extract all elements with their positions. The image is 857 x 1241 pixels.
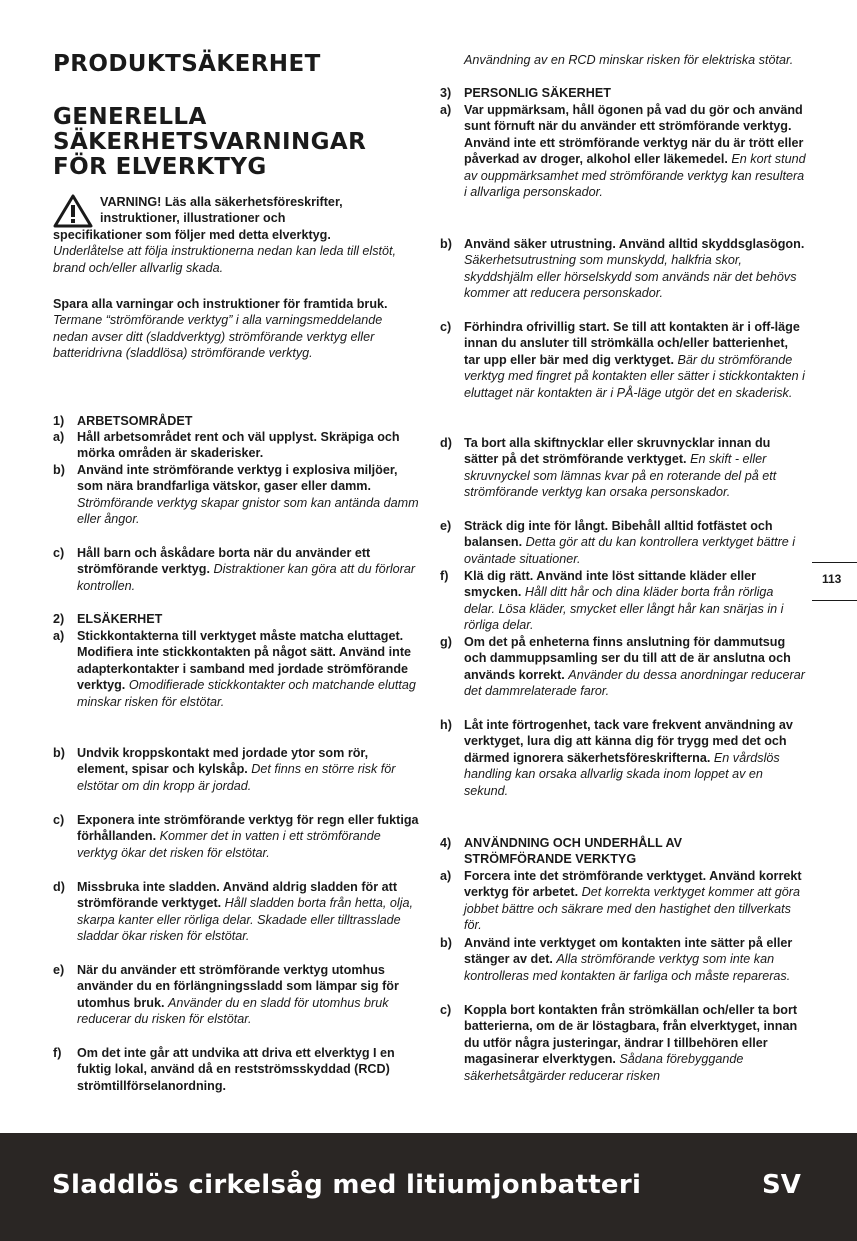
item-bold: Klä dig rätt. Använd inte löst sittande kläder eller smycken.	[464, 569, 757, 600]
list-item	[440, 518, 806, 567]
subtitle-line-2: SÄKERHETSVARNINGAR	[53, 129, 367, 155]
subtitle-line-3: FÖR ELVERKTYG	[53, 154, 267, 180]
item-bold: När du använder ett strömförande verktyg utomhus använder du en förlängningssladd som lämpar sig för utomhus bruk.	[77, 963, 399, 1010]
item-italic: Sådana förebyggande säkerhetsåtgärder reducerar risken	[464, 1052, 744, 1083]
item-bold: Undvik kroppskontakt med jordade ytor som rör, element, spisar och kylskåp.	[77, 746, 369, 777]
save-bold: Spara alla varningar och instruktioner för framtida bruk.	[53, 297, 388, 311]
item-bold: Förhindra ofrivillig start. Se till att kontakten är i off-läge innan du ansluter till strömkälla och/eller batterienhet, tar upp eller bär med dig verktyget.	[464, 320, 800, 367]
list-item	[53, 812, 419, 861]
warning-line-2: instruktioner, illustrationer och	[100, 211, 286, 226]
item-letter: b)	[440, 936, 452, 950]
subtitle-line-1: GENERELLA	[53, 104, 207, 130]
list-item	[440, 868, 806, 934]
item-letter: e)	[440, 519, 452, 533]
save-italic: Termane “strömförande verktyg” i alla varningsmeddelande nedan avser ditt (sladdverktyg) strömförande verktyg eller batteridrivna (sladdlösa) strömförande verktyg.	[53, 313, 383, 361]
section-label: ARBETSOMRÅDET	[77, 414, 193, 428]
item-italic: Distraktioner kan göra att du förlorar kontrollen.	[77, 562, 416, 593]
section-number: 1)	[53, 414, 65, 428]
item-bold: Exponera inte strömförande verktyg för regn eller fuktiga förhållanden.	[77, 813, 419, 844]
section-title	[53, 105, 419, 180]
list-item	[440, 102, 806, 200]
list-item	[440, 717, 806, 799]
item-letter: c)	[440, 1003, 452, 1017]
item-italic: Det finns en större risk för elstötar om din kropp är jordad.	[77, 762, 396, 793]
item-letter: h)	[440, 718, 452, 732]
section-heading-2	[53, 611, 419, 627]
item-letter: b)	[53, 463, 65, 477]
warning-triangle-icon	[53, 194, 93, 228]
item-letter: d)	[53, 880, 65, 894]
item-bold: Stickkontakterna till verktyget måste matcha eluttaget. Modifiera inte stickkontakten på något sätt. Använd inte adapterkontakter i samband med jordade strömförande verktyg.	[77, 629, 412, 693]
item-bold: Om det på enheterna finns anslutning för dammutsug och dammuppsamling ser du till att de är anslutna och används korrekt.	[464, 635, 791, 682]
item-bold: Använd inte verktyget om kontakten inte sätter på eller stänger av det.	[464, 936, 793, 967]
item-bold: Använd inte strömförande verktyg i explosiva miljöer, som nära brandfarliga vätskor, gaser eller damm.	[77, 463, 398, 494]
item-bold: Låt inte förtrogenhet, tack vare frekvent användning av verktyget, lura dig att känna dig för trygg med det och därmed ignorera säkerhetsföreskrifterna.	[464, 718, 793, 765]
list-item	[53, 628, 419, 710]
item-italic: Säkerhetsutrustning som munskydd, halkfria skor, skyddshjälm eller hörselskydd som används när det behövs kommer att reducera personskador.	[464, 253, 797, 301]
item-italic: Använder du dessa anordningar reducerar det dammrelaterade faror.	[464, 667, 805, 699]
item-bold: Använd säker utrustning. Använd alltid skyddsglasögon.	[464, 237, 805, 251]
section-label: PERSONLIG SÄKERHET	[464, 86, 611, 100]
warning-line-1: VARNING! Läs alla säkerhetsföreskrifter,	[100, 195, 343, 209]
warning-text	[53, 194, 419, 276]
section-heading-1	[53, 413, 419, 429]
list-item	[440, 319, 806, 401]
save-instructions	[53, 296, 419, 362]
item-italic: Bär du strömförande verktyg med fingret på kontakten eller sätter i stickkontakten i eluttaget när kontakten är i PÅ-läge utgör det en skaderisk.	[464, 352, 805, 400]
list-item	[53, 1045, 419, 1094]
item-italic: Användning av en RCD minskar risken för elektriska stötar.	[464, 53, 794, 67]
list-item	[53, 745, 419, 794]
item-bold: Missbruka inte sladden. Använd aldrig sladden för att strömförande verktyget.	[77, 880, 398, 911]
list-item	[440, 568, 806, 634]
item-bold: Var uppmärksam, håll ögonen på vad du gör och använd sunt förnuft när du använder ett strömförande verktyg. Använd inte ett strömförande verktyg när du är trött eller påverkad av droger, alkohol eller läkemedel.	[464, 103, 804, 167]
list-item	[53, 545, 419, 594]
list-item	[440, 435, 806, 501]
section-heading-3	[440, 85, 806, 101]
item-letter: d)	[440, 436, 452, 450]
item-italic: Strömförande verktyg skapar gnistor som kan antända damm eller ångor.	[77, 495, 419, 527]
item-italic: Omodifierade stickkontakter och matchande eluttag minskar risken för elstötar.	[77, 678, 416, 709]
list-item	[440, 935, 806, 984]
section-label: ANVÄNDNING OCH UNDERHÅLL AV STRÖMFÖRANDE VERKTYG	[464, 836, 683, 867]
item-italic: En kort stund av ouppmärksamhet med strömförande verktyg kan resultera i allvarliga personskador.	[464, 152, 806, 200]
title-produktsakerhet: PRODUKTSÄKERHET	[53, 51, 321, 77]
list-item-continued	[440, 52, 806, 68]
item-bold: Om det inte går att undvika att driva ett elverktyg I en fuktig lokal, använd då en restströmsskyddad (RCD) strömtillförselanordning.	[77, 1046, 395, 1093]
warning-italic: Underlåtelse att följa instruktionerna nedan kan leda till elstöt, brand och/eller allvarlig skada.	[53, 244, 397, 275]
page-number: 113	[822, 572, 842, 586]
item-bold: Håll arbetsområdet rent och väl upplyst. Skräpiga och mörka områden är skaderisker.	[77, 430, 400, 461]
item-letter: c)	[53, 813, 65, 827]
footer-product-title: Sladdlös cirkelsåg med litiumjonbatteri	[52, 1170, 642, 1200]
warning-block	[53, 194, 419, 276]
section-label: ELSÄKERHET	[77, 612, 163, 626]
footer-language-code: SV	[762, 1170, 801, 1200]
section-heading-4	[440, 835, 806, 868]
item-italic: Håll sladden borta från hetta, olja, skarpa kanter eller rörliga delar. Skadade eller tilltrasslade sladdar ökar risken för elstötar.	[77, 896, 413, 944]
item-bold: Håll barn och åskådare borta när du använder ett strömförande verktyg.	[77, 546, 371, 577]
list-item	[53, 962, 419, 1028]
item-letter: f)	[53, 1046, 62, 1060]
list-item	[440, 634, 806, 700]
list-item	[53, 879, 419, 945]
list-item	[53, 429, 419, 462]
item-letter: g)	[440, 635, 452, 649]
item-italic: Kommer det in vatten i ett strömförande verktyg ökar det risken för elstötar.	[77, 829, 381, 860]
section-number: 3)	[440, 86, 452, 100]
item-letter: a)	[440, 103, 452, 117]
item-letter: f)	[440, 569, 449, 583]
item-letter: e)	[53, 963, 65, 977]
item-letter: c)	[53, 546, 65, 560]
page-title	[53, 52, 419, 77]
item-letter: b)	[53, 746, 65, 760]
item-letter: a)	[53, 430, 65, 444]
list-item	[53, 462, 419, 528]
item-italic: Håll ditt hår och dina kläder borta från rörliga delar. Lösa kläder, smycket eller långt hår kan snärjas in i rörliga delar.	[464, 585, 784, 633]
list-item	[440, 236, 806, 302]
warning-line-3: specifikationer som följer med detta elverktyg.	[53, 227, 331, 242]
item-bold: Ta bort alla skiftnycklar eller skruvnycklar innan du sätter på det strömförande verktyget.	[464, 436, 771, 467]
list-item	[440, 1002, 806, 1084]
section-number: 4)	[440, 836, 452, 850]
item-italic: Alla strömförande verktyg som inte kan kontrolleras med kontakten är farliga och måste repareras.	[464, 952, 791, 983]
item-bold: Forcera inte det strömförande verktyget. Använd korrekt verktyg för arbetet.	[464, 869, 802, 900]
item-italic: En skift - eller skruvnyckel som lämnas kvar på en roterande del på ett strömförande verktyg kan orsaka personskador.	[464, 452, 777, 500]
item-letter: a)	[440, 869, 452, 883]
item-italic: Detta gör att du kan kontrollera verktyget bättre i oväntade situationer.	[464, 535, 796, 566]
item-letter: c)	[440, 320, 452, 334]
item-bold: Koppla bort kontakten från strömkällan och/eller ta bort batterierna, om de är löstagbara, från elverktyget, innan du utför några justeringar, ändrar I tillbehören eller magasinerar elverktygen.	[464, 1003, 798, 1067]
item-letter: b)	[440, 237, 452, 251]
item-italic: Det korrekta verktyget kommer att göra jobbet bättre och säkrare med den hastighet den tillverkats för.	[464, 885, 800, 933]
section-number: 2)	[53, 612, 65, 626]
item-italic: Använder du en sladd för utomhus bruk reducerar du risken för elstötar.	[77, 995, 389, 1027]
item-bold: Sträck dig inte för långt. Bibehåll alltid fotfästet och balansen.	[464, 519, 773, 550]
item-italic: En vårdslös handling kan orsaka allvarlig skada inom loppet av en sekund.	[464, 750, 780, 798]
item-letter: a)	[53, 629, 65, 643]
